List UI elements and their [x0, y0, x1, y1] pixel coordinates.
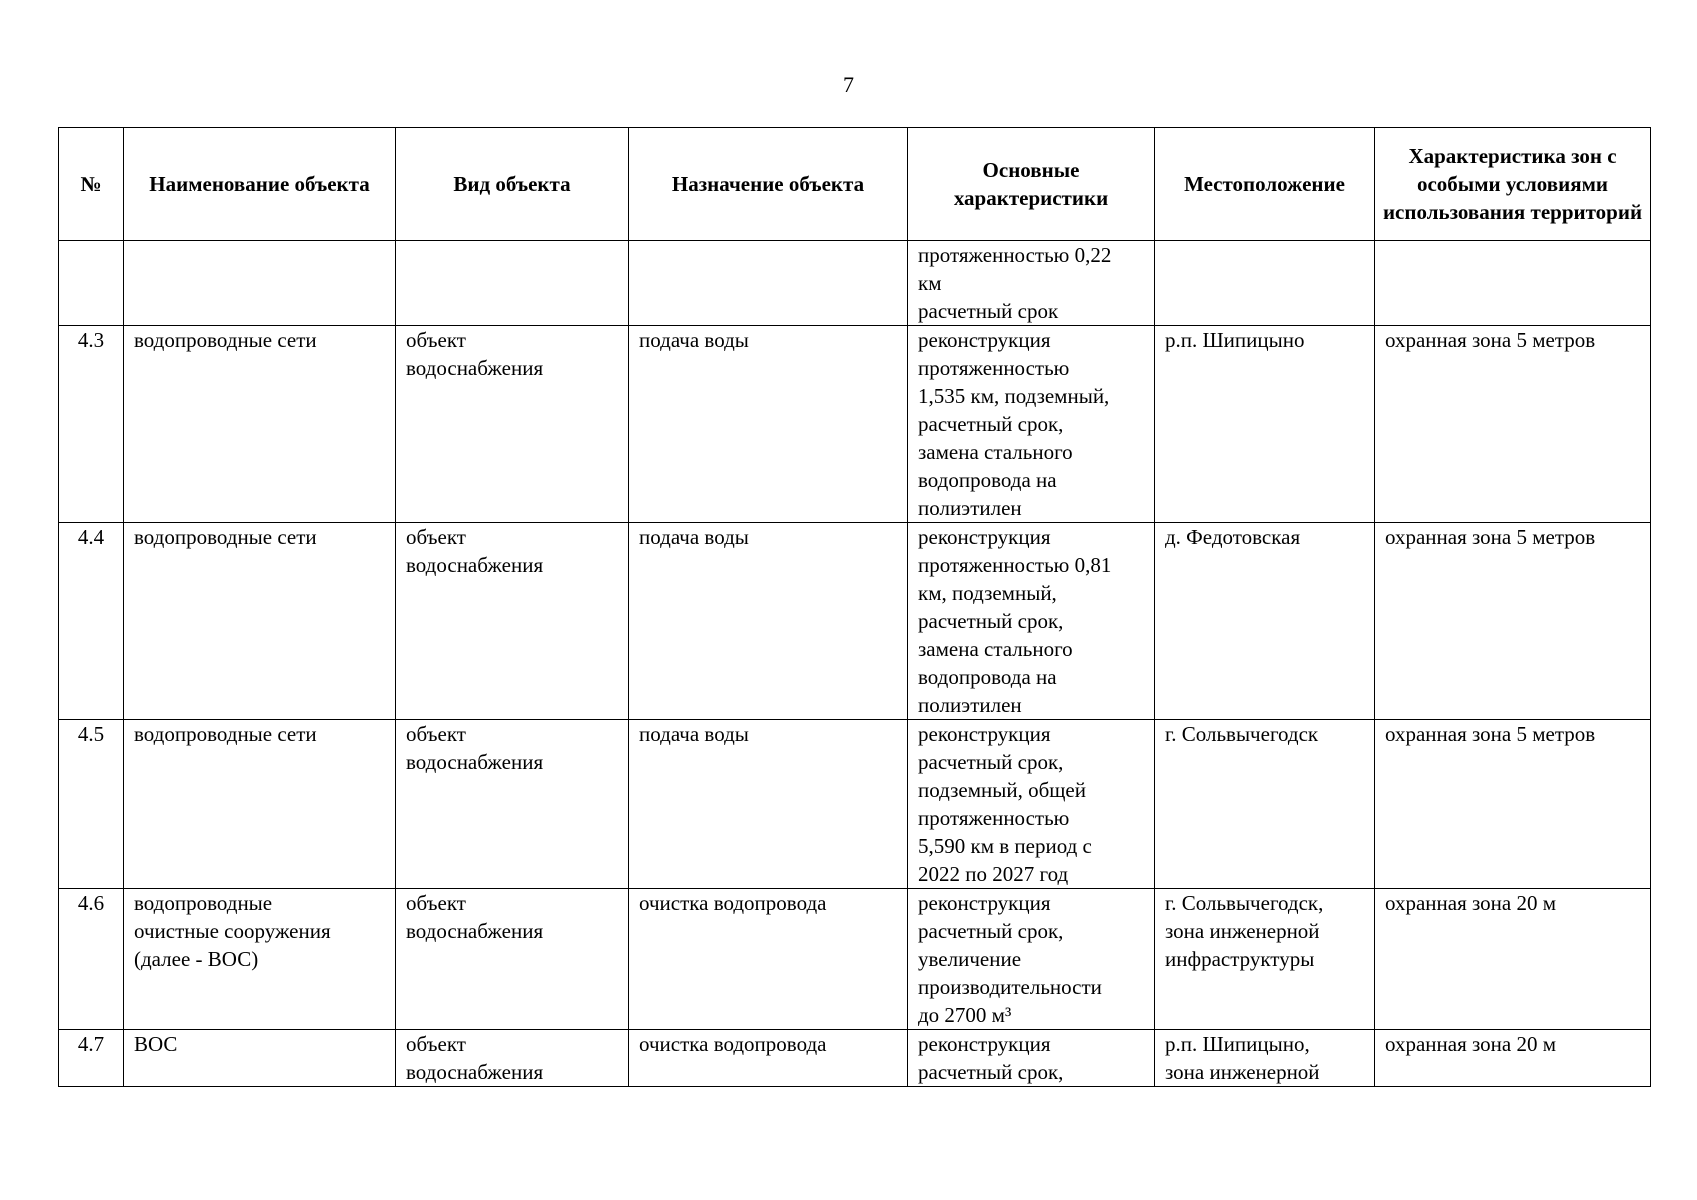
- cell-type: объект водоснабжения: [396, 326, 629, 523]
- cell-location: [1155, 241, 1375, 326]
- cell-purpose: очистка водопровода: [629, 1030, 908, 1087]
- cell-zone: охранная зона 5 метров: [1375, 523, 1651, 720]
- cell-type: объект водоснабжения: [396, 1030, 629, 1087]
- table-row: [59, 889, 1651, 1030]
- cell-zone: охранная зона 5 метров: [1375, 720, 1651, 889]
- cell-number: [59, 241, 124, 326]
- cell-name: ВОС: [124, 1030, 396, 1087]
- cell-zone: охранная зона 20 м: [1375, 889, 1651, 1030]
- cell-name: водопроводные сети: [124, 523, 396, 720]
- cell-name: водопроводные сети: [124, 720, 396, 889]
- cell-location: р.п. Шипицыно: [1155, 326, 1375, 523]
- cell-name: водопроводные сети: [124, 326, 396, 523]
- table-row: [59, 241, 1651, 326]
- cell-characteristics: реконструкция протяженностью 0,81 км, подземный, расчетный срок, замена стального водопровода на полиэтилен: [908, 523, 1155, 720]
- cell-type: объект водоснабжения: [396, 720, 629, 889]
- cell-number: 4.3: [59, 326, 124, 523]
- cell-location: д. Федотовская: [1155, 523, 1375, 720]
- table-row: [59, 326, 1651, 523]
- cell-zone: охранная зона 20 м: [1375, 1030, 1651, 1087]
- table-header-row: [59, 128, 1651, 241]
- cell-location: г. Сольвычегодск: [1155, 720, 1375, 889]
- cell-number: 4.7: [59, 1030, 124, 1087]
- header-purpose: Назначение объекта: [629, 128, 908, 241]
- cell-zone: [1375, 241, 1651, 326]
- cell-purpose: подача воды: [629, 720, 908, 889]
- cell-purpose: подача воды: [629, 523, 908, 720]
- cell-characteristics: реконструкция протяженностью 1,535 км, подземный, расчетный срок, замена стального водопровода на полиэтилен: [908, 326, 1155, 523]
- cell-characteristics: реконструкция расчетный срок, подземный, общей протяженностью 5,590 км в период с 2022 по 2027 год: [908, 720, 1155, 889]
- header-characteristics: Основные характеристики: [908, 128, 1155, 241]
- header-zone: Характеристика зон с особыми условиями использования территорий: [1375, 128, 1651, 241]
- cell-location: р.п. Шипицыно, зона инженерной: [1155, 1030, 1375, 1087]
- cell-characteristics: протяженностью 0,22 км расчетный срок: [908, 241, 1155, 326]
- objects-table: [58, 127, 1651, 1087]
- cell-type: объект водоснабжения: [396, 889, 629, 1030]
- page-number: 7: [843, 72, 854, 97]
- cell-name: [124, 241, 396, 326]
- cell-purpose: очистка водопровода: [629, 889, 908, 1030]
- cell-characteristics: реконструкция расчетный срок,: [908, 1030, 1155, 1087]
- cell-name: водопроводные очистные сооружения (далее - ВОС): [124, 889, 396, 1030]
- header-number: №: [59, 128, 124, 241]
- cell-zone: охранная зона 5 метров: [1375, 326, 1651, 523]
- cell-characteristics: реконструкция расчетный срок, увеличение производительности до 2700 м³: [908, 889, 1155, 1030]
- header-type: Вид объекта: [396, 128, 629, 241]
- cell-type: [396, 241, 629, 326]
- cell-location: г. Сольвычегодск, зона инженерной инфраструктуры: [1155, 889, 1375, 1030]
- table-row: [59, 1030, 1651, 1087]
- cell-purpose: подача воды: [629, 326, 908, 523]
- cell-number: 4.6: [59, 889, 124, 1030]
- cell-purpose: [629, 241, 908, 326]
- cell-number: 4.4: [59, 523, 124, 720]
- header-name: Наименование объекта: [124, 128, 396, 241]
- cell-type: объект водоснабжения: [396, 523, 629, 720]
- cell-number: 4.5: [59, 720, 124, 889]
- table-row: [59, 523, 1651, 720]
- header-location: Местоположение: [1155, 128, 1375, 241]
- table-row: [59, 720, 1651, 889]
